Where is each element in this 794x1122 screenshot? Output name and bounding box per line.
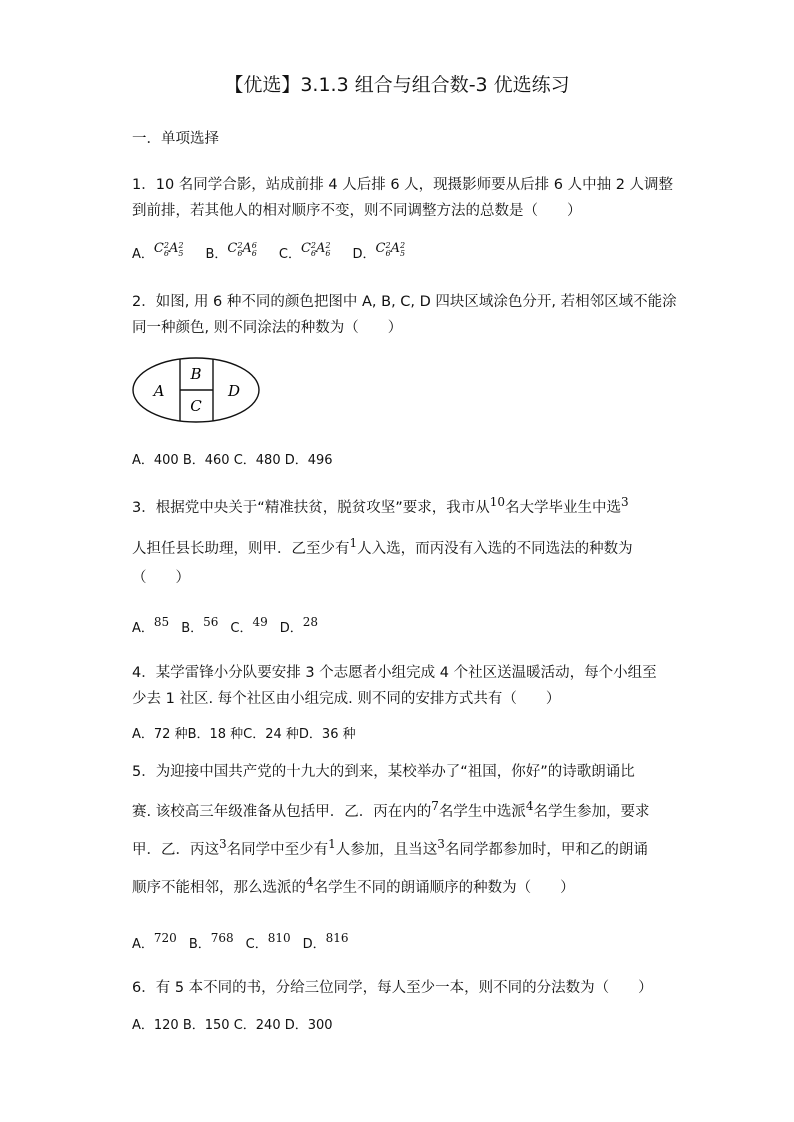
region-b-label: B bbox=[190, 365, 202, 383]
q2-region-diagram bbox=[130, 355, 262, 425]
q6-line-1: 6．有 5 本不同的书，分给三位同学，每人至少一本，则不同的分法数为（ ） bbox=[132, 980, 653, 996]
q3-line-2: 人担任县长助理，则甲．乙至少有$^1$人入选，而丙没有入选的不同选法的种数为 bbox=[132, 536, 633, 557]
q3-line-1: 3．根据党中央关于“精准扶贫，脱贫攻坚”要求，我市从$^{10}$名大学毕业生中选$^3$ bbox=[132, 495, 629, 516]
q1-option-a: A．C 2 6 A 2 5 bbox=[132, 241, 184, 262]
section-heading: 一．单项选择 bbox=[132, 131, 219, 147]
q3-option-d: D．28 bbox=[279, 615, 319, 636]
q5-options bbox=[132, 933, 361, 952]
q1-option-c: C．C 2 6 A 2 6 bbox=[278, 241, 331, 262]
q5-option-b: B．768 bbox=[188, 931, 234, 952]
q2-options: A．400 B．460 C．480 D．496 bbox=[132, 453, 333, 468]
q5-line-4: 顺序不能相邻，那么选派的$^4$名学生不同的朗诵顺序的种数为（ ） bbox=[132, 875, 575, 896]
region-c-label: C bbox=[190, 397, 202, 415]
q5-line-2: 赛. 该校高三年级准备从包括甲．乙．丙在内的$^7$名学生中选派$^4$名学生参加，要求 bbox=[132, 799, 650, 820]
q1-line-2: 到前排，若其他人的相对顺序不变，则不同调整方法的总数是（ ） bbox=[132, 203, 582, 219]
q5-option-c: C．810 bbox=[245, 931, 291, 952]
q1-options bbox=[132, 243, 427, 264]
q4-options: A．72 种B．18 种C．24 种D．36 种 bbox=[132, 727, 356, 742]
q3-options bbox=[132, 617, 330, 636]
q3-option-c: C．49 bbox=[230, 615, 268, 636]
q3-line-3: （ ） bbox=[132, 570, 190, 586]
region-a-label: A bbox=[153, 382, 165, 400]
q4-line-2: 少去 1 社区. 每个社区由小组完成. 则不同的安排方式共有（ ） bbox=[132, 691, 561, 707]
page-title: 【优选】3.1.3 组合与组合数-3 优选练习 bbox=[224, 74, 570, 96]
region-d-label: D bbox=[227, 382, 241, 400]
q2-line-1: 2．如图, 用 6 种不同的颜色把图中 A, B, C, D 四块区域涂色分开, 若相邻区域不能涂 bbox=[132, 294, 677, 310]
q5-line-1: 5．为迎接中国共产党的十九大的到来，某校举办了“祖国，你好”的诗歌朗诵比 bbox=[132, 764, 635, 780]
q5-option-a: A．720 bbox=[132, 931, 177, 952]
q1-option-b: B．C 2 6 A 6 6 bbox=[205, 241, 257, 262]
q4-line-1: 4．某学雷锋小分队要安排 3 个志愿者小组完成 4 个社区送温暖活动，每个小组至 bbox=[132, 665, 657, 681]
q1-option-d: D．C 2 6 A 2 5 bbox=[352, 241, 406, 262]
q5-option-d: D．816 bbox=[302, 931, 349, 952]
q3-option-a: A．85 bbox=[132, 615, 170, 636]
q3-option-b: B．56 bbox=[181, 615, 219, 636]
q2-line-2: 同一种颜色, 则不同涂法的种数为（ ） bbox=[132, 320, 403, 336]
q5-line-3: 甲．乙．丙这$^3$名同学中至少有$^1$人参加，且当这$^3$名同学都参加时，甲和乙的朗诵 bbox=[132, 837, 648, 858]
q6-options: A．120 B．150 C．240 D．300 bbox=[132, 1018, 333, 1033]
q1-line-1: 1．10 名同学合影，站成前排 4 人后排 6 人，现摄影师要从后排 6 人中抽 2 人调整 bbox=[132, 177, 674, 193]
